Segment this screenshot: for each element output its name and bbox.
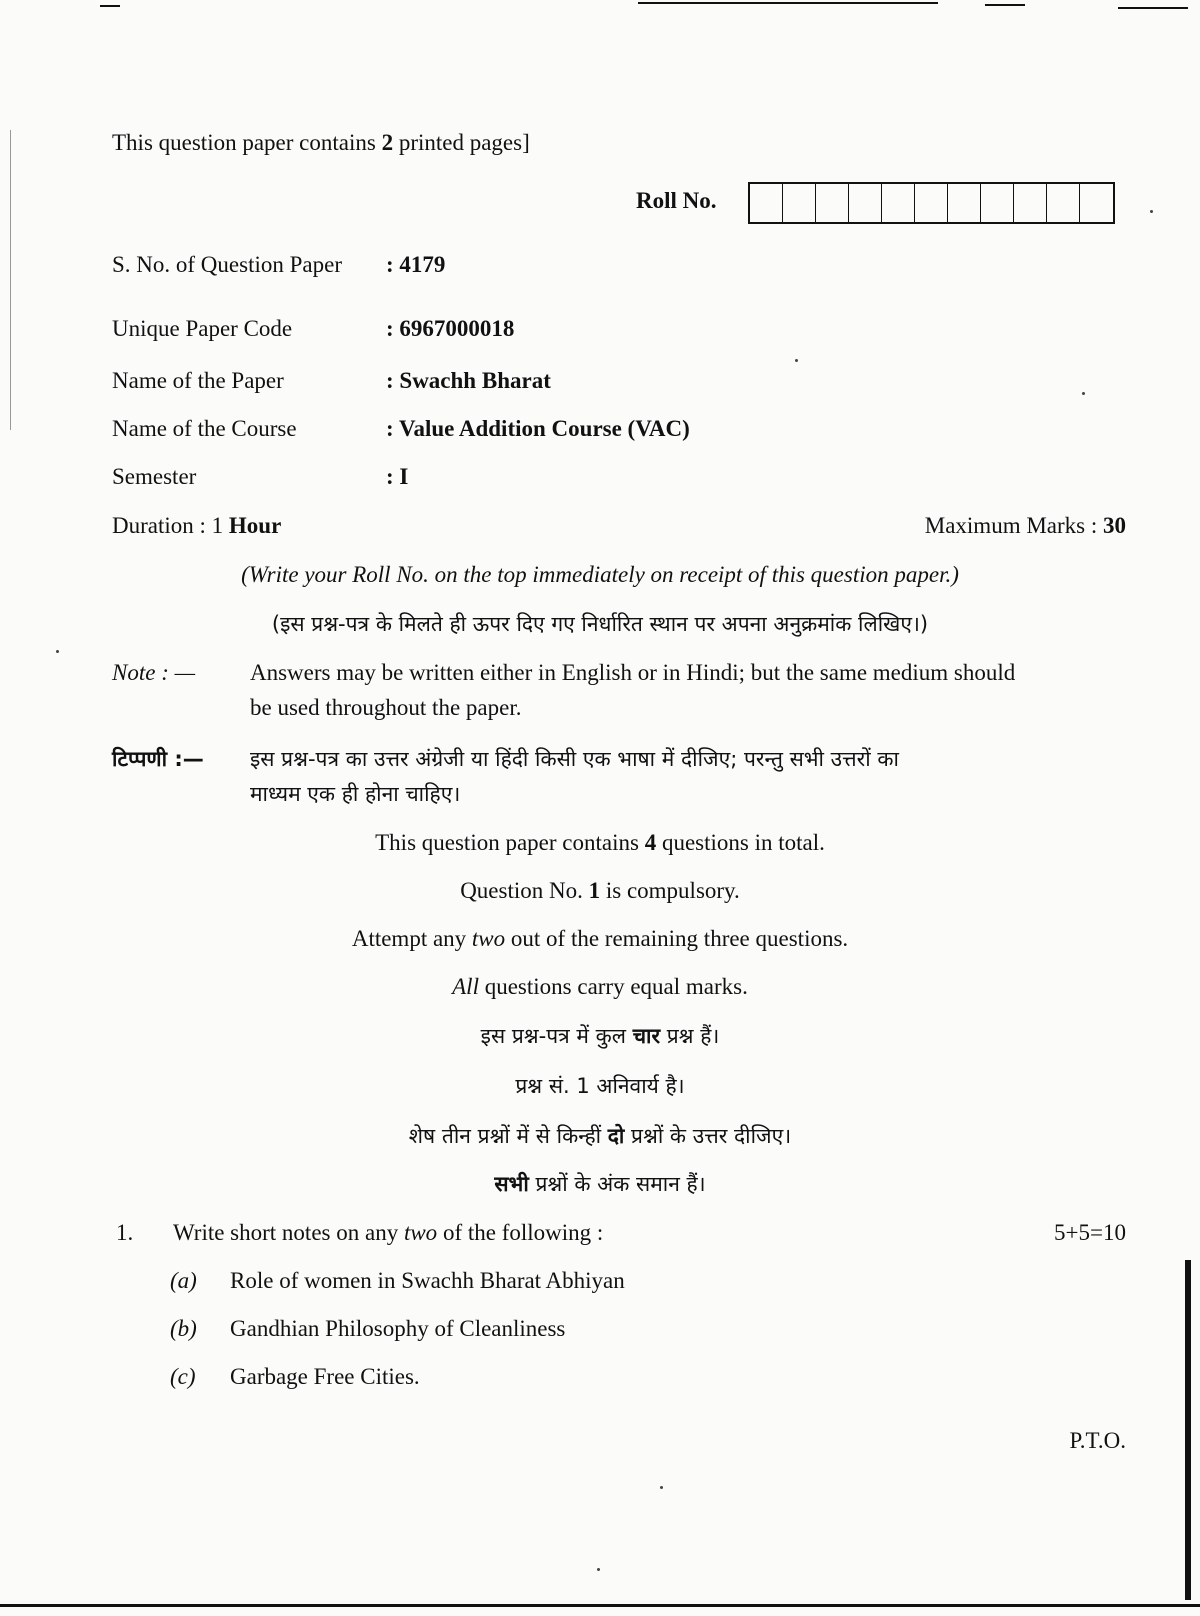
roll-instruction-hi: (इस प्रश्न-पत्र के मिलते ही ऊपर दिए गए निर्धारित स्थान पर अपना अनुक्रमांक लिखिए।) xyxy=(271,612,929,636)
max-marks: Maximum Marks : 30 xyxy=(924,513,1126,538)
pages-note: This question paper contains 2 printed pages] xyxy=(112,130,530,155)
meta-paper-value: : Swachh Bharat xyxy=(386,368,551,393)
meta-sno-label: S. No. of Question Paper xyxy=(112,252,342,277)
meta-sno-value: : 4179 xyxy=(386,252,446,277)
roll-no-box[interactable] xyxy=(915,184,948,222)
roll-no-box[interactable] xyxy=(849,184,882,222)
scan-top-line-right xyxy=(985,4,1025,6)
scan-speck xyxy=(795,359,798,362)
instruction-hi-compulsory: प्रश्न सं. 1 अनिवार्य है। xyxy=(515,1074,685,1098)
roll-no-box[interactable] xyxy=(1014,184,1047,222)
meta-paper-label: Name of the Paper xyxy=(112,368,284,393)
instruction-hi-attempt: शेष तीन प्रश्नों में से किन्हीं दो प्रश्नों के उत्तर दीजिए। xyxy=(408,1124,792,1148)
meta-upc-value: : 6967000018 xyxy=(386,316,515,341)
scan-speck xyxy=(56,650,59,653)
roll-no-box[interactable] xyxy=(783,184,816,222)
instruction-hi-total: इस प्रश्न-पत्र में कुल चार प्रश्न हैं। xyxy=(480,1024,720,1048)
scan-speck xyxy=(1150,210,1153,213)
note-en-line2: be used throughout the paper. xyxy=(250,695,522,720)
meta-course-label: Name of the Course xyxy=(112,416,297,441)
meta-semester-value: : I xyxy=(386,464,409,489)
pto: P.T.O. xyxy=(1069,1428,1126,1453)
roll-no-label: Roll No. xyxy=(636,188,717,213)
option-c-text: Garbage Free Cities. xyxy=(230,1364,420,1389)
instruction-equal-marks: All questions carry equal marks. xyxy=(452,974,748,999)
note-hi-line1: इस प्रश्न-पत्र का उत्तर अंग्रेजी या हिंदी किसी एक भाषा में दीजिए; परन्तु सभी उत्तरों का xyxy=(250,747,899,771)
scan-top-line-far-right xyxy=(1118,7,1188,9)
instruction-total-questions: This question paper contains 4 questions in total. xyxy=(375,830,825,855)
option-a-text: Role of women in Swachh Bharat Abhiyan xyxy=(230,1268,625,1293)
note-en-line1: Answers may be written either in English or in Hindi; but the same medium should xyxy=(250,660,1016,685)
roll-no-box[interactable] xyxy=(981,184,1014,222)
scan-top-line-mid xyxy=(638,2,938,4)
option-b-label: (b) xyxy=(170,1316,197,1341)
note-hi-label: टिप्पणी :— xyxy=(112,747,204,771)
note-hi-line2: माध्यम एक ही होना चाहिए। xyxy=(250,782,461,806)
scan-speck xyxy=(660,1486,663,1489)
meta-semester-label: Semester xyxy=(112,464,197,489)
roll-instruction-en: (Write your Roll No. on the top immediately on receipt of this question paper.) xyxy=(241,562,959,587)
scan-speck xyxy=(597,1568,600,1571)
question-1-text: Write short notes on any two of the following : xyxy=(173,1220,604,1245)
option-a-label: (a) xyxy=(170,1268,197,1293)
roll-no-box[interactable] xyxy=(1047,184,1080,222)
scan-left-edge xyxy=(10,130,11,430)
scan-top-line-left xyxy=(100,5,120,7)
scan-bottom-edge xyxy=(0,1604,1200,1607)
roll-no-box[interactable] xyxy=(948,184,981,222)
option-b-text: Gandhian Philosophy of Cleanliness xyxy=(230,1316,566,1341)
roll-no-boxes[interactable] xyxy=(748,182,1115,224)
meta-upc-label: Unique Paper Code xyxy=(112,316,293,341)
instruction-attempt: Attempt any two out of the remaining three questions. xyxy=(351,926,849,951)
roll-no-box[interactable] xyxy=(1080,184,1113,222)
roll-no-box[interactable] xyxy=(882,184,915,222)
option-c-label: (c) xyxy=(170,1364,196,1389)
note-en-label: Note : — xyxy=(112,660,196,685)
question-1-marks: 5+5=10 xyxy=(1054,1220,1126,1245)
scan-speck xyxy=(1082,392,1085,395)
question-1-number: 1. xyxy=(116,1220,134,1245)
meta-course-value: : Value Addition Course (VAC) xyxy=(386,416,690,441)
scan-right-edge xyxy=(1185,1260,1191,1600)
instruction-hi-equal-marks: सभी प्रश्नों के अंक समान हैं। xyxy=(494,1172,706,1196)
roll-no-box[interactable] xyxy=(816,184,849,222)
duration: Duration : 1 Hour xyxy=(112,513,282,538)
roll-no-box[interactable] xyxy=(750,184,783,222)
instruction-compulsory: Question No. 1 is compulsory. xyxy=(460,878,740,903)
